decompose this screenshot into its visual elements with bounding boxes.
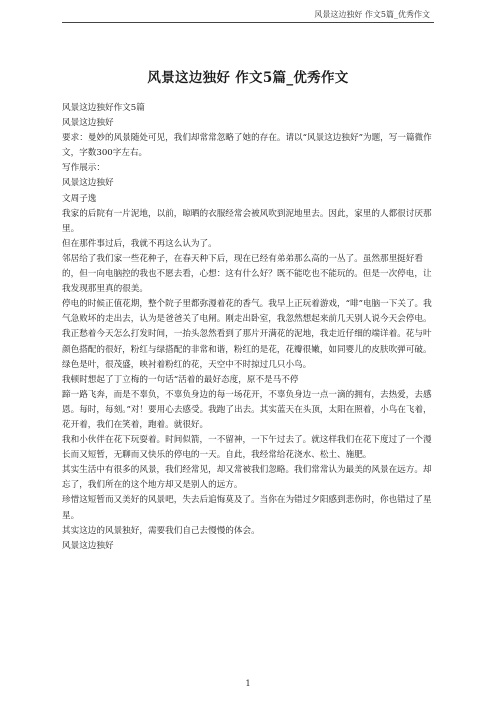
paragraph: 我和小伙伴在花下玩耍着。时间似箭，一不留神，一下午过去了。就这样我们在花下度过了一个漫长而又短暂，无聊而又快乐的停电的一天。自此，我经常给花浇水、松土、施肥。: [62, 435, 432, 461]
paragraph: 风景这边独好: [62, 118, 114, 129]
paragraph: 风景这边独好作文5篇: [62, 103, 145, 113]
paragraph: 其实生活中有很多的风景，我们经常见，却又常被我们忽略。我们常常认为最美的风景在远方。却忘了，我们所在的这个地方却又是别人的远方。: [62, 465, 432, 491]
paragraph: 我家的后院有一片泥地，以前，晾晒的衣服经常会被风吹到泥地里去。因此，家里的人都很讨厌那里。: [62, 208, 432, 234]
paragraph: 蹄一路飞奔，而是不辜负，不辜负身边的每一场花开，不辜负身边一点一滴的拥有，去热爱，去感恩。每时，每刻。”对！要用心去感受。我跑了出去。其实蓝天在头顶，太阳在照着，小鸟在飞着，花开着，我们在笑着，跑着。就很好。: [62, 389, 432, 430]
paragraph: 但在那件事过后，我就不再这么认为了。: [62, 238, 217, 249]
paragraph: 我顿时想起了丁立梅的一句话“活着的最好态度，原不是马不停: [62, 374, 299, 385]
paragraph: 风景这边独好: [62, 540, 114, 551]
paragraph: 邻居给了我们家一些花种子，在春天种下后，现在已经有弟弟那么高的一丛了。虽然那里挺好看的，但一向电脑控的我也不愿去看，心想：这有什么好？既不能吃也不能玩的。但是一次停电，让我发现那里真的很美。: [62, 253, 432, 295]
paragraph: 写作展示：: [62, 163, 105, 174]
paragraph: 要求：曼妙的风景随处可见，我们却常常忽略了她的存在。请以“风景这边独好”为题，写一篇微作文，字数300字左右。: [62, 133, 432, 159]
document-body: [62, 101, 434, 554]
page-number: 1: [245, 679, 251, 688]
paragraph: 珍惜这短暂而又美好的风景吧，失去后追悔莫及了。当你在为错过夕阳感到悲伤时，你也错过了星星。: [62, 495, 432, 521]
paragraph: 停电的时候正值花期，整个院子里都弥漫着花的香气。我早上正玩着游戏，“啡”电脑一下关了。我气急败坏的走出去，认为是爸爸关了电闸。刚走出卧室，我忽然想起来前几天别人说今天会停电。我正愁着今天怎么打发时间，一抬头忽然看到了那片开满花的泥地，我走近仔细的端详着。花与叶颜色搭配的很好，粉红与绿搭配的非常和谐，粉红的是花，花瓣很嫩，如同婴儿的皮肤吹弹可破。绿色是叶，很茂盛，映衬着粉红的花，天空中不时掠过几只小鸟。: [62, 299, 432, 370]
paragraph: 风景这边独好: [62, 178, 114, 189]
paragraph: 文周子逸: [62, 193, 97, 204]
paragraph: 其实这边的风景独好，需要我们自己去慢慢的体会。: [62, 525, 260, 536]
document-title: 风景这边独好 作文5篇_优秀作文: [147, 70, 349, 86]
page-header: 风景这边独好 作文5篇_优秀作文: [314, 10, 430, 19]
header-divider: [62, 22, 434, 23]
